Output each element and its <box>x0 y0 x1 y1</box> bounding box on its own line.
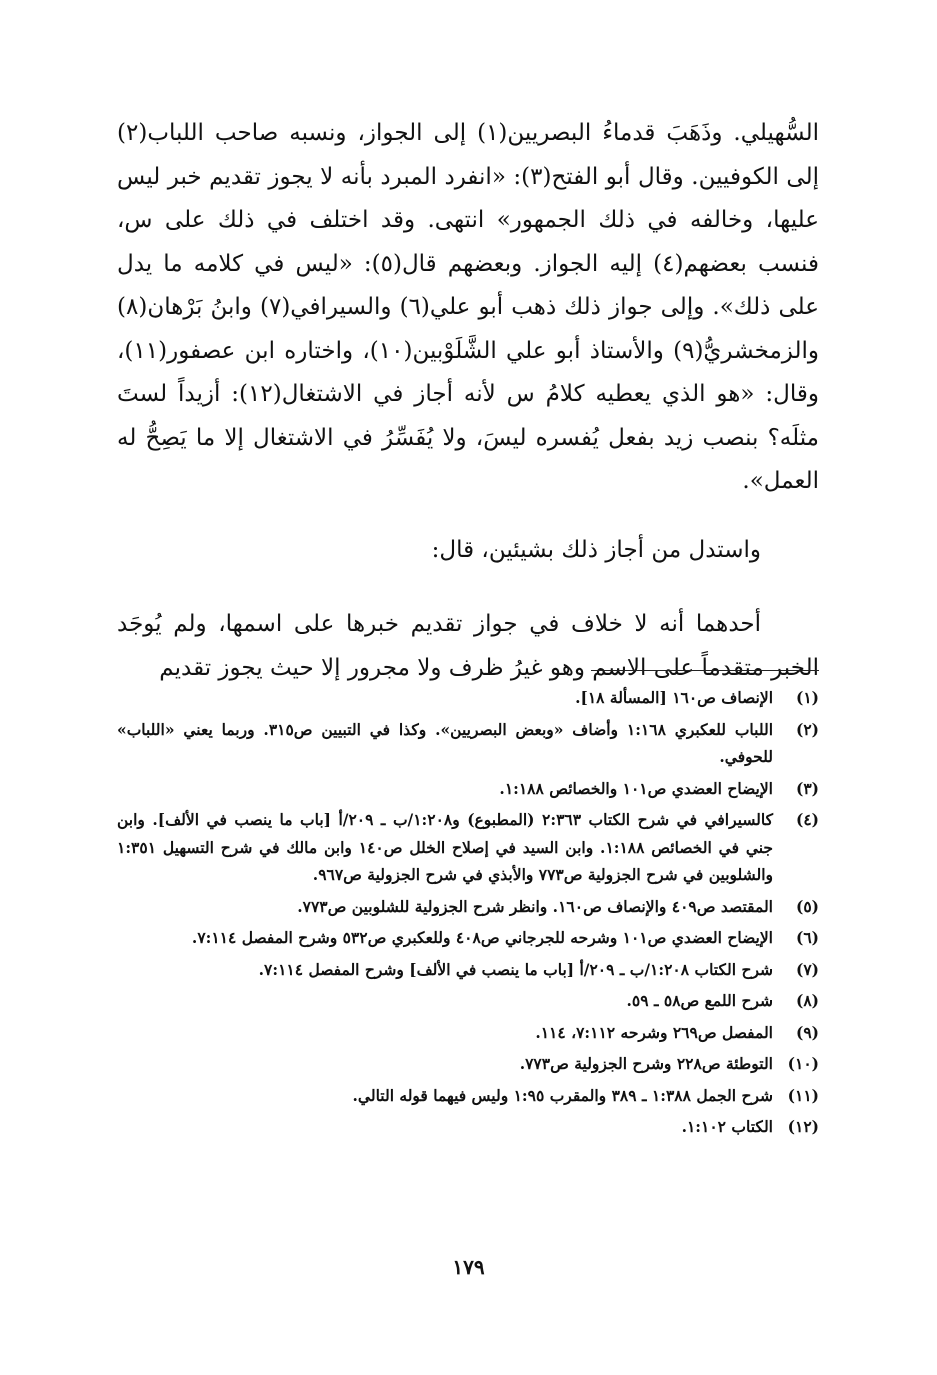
footnote <box>117 716 819 771</box>
main-text <box>117 112 819 690</box>
footnote <box>117 956 819 984</box>
footnote-text: المفصل ص٢٦٩ وشرحه ٧:١١٢، ١١٤. <box>535 1022 773 1042</box>
footnote-number: (٦) <box>795 928 819 947</box>
footnote <box>117 806 819 889</box>
footnote-number: (١٠) <box>787 1054 819 1073</box>
footnote-text: التوطئة ص٢٢٨ وشرح الجزولية ص٧٧٣. <box>519 1054 773 1073</box>
page-number: ١٧٩ <box>452 1255 485 1279</box>
footnote-text: المقتصد ص٤٠٩ والإنصاف ص١٦٠. وانظر شرح الجزولية للشلوبين ص٧٧٣. <box>297 896 773 916</box>
footnote <box>117 1113 819 1141</box>
footnote-text: شرح الجمل ١:٣٨٨ ـ ٣٨٩ والمقرب ١:٩٥ وليس فيهما قوله التالي. <box>352 1085 773 1105</box>
footnote-number: (١٢) <box>787 1117 819 1136</box>
paragraph: السُّهيلي. وذَهَبَ قدماءُ البصريين(١) إلى الجواز، ونسبه صاحب اللباب(٢) إلى الكوفيين. وقال أبو الفتح(٣): «انفرد المبرد بأنه لا يجوز تقديم خبر ليس عليها، وخالفه في ذلك الجمهور» انتهى. وقد اختلف في ذلك على س، فنسب بعضهم(٤) إليه الجواز. وبعضهم قال(٥): «ليس في كلامه ما يدل على ذلك». وإلى جواز ذلك ذهب أبو علي(٦) والسيرافي(٧) وابنُ بَرْهان(٨) والزمخشريُّ(٩) والأستاذ أبو علي الشَّلَوْبين(١٠)، واختاره ابن عصفور(١١)، وقال: «هو الذي يعطيه كلامُ س لأنه أجاز في الاشتغال(١٢): أزيداً لستَ مثلَه؟ بنصب زيد بفعل يُفسره ليسَ، ولا يُفَسِّرُ في الاشتغال إلا ما يَصِحُّ له العمل». <box>117 120 819 494</box>
footnote-number: (١١) <box>787 1085 819 1105</box>
footnote-text: الإنصاف ص١٦٠ [المسألة ١٨]. <box>575 688 773 707</box>
footnote-number: (٥) <box>795 896 819 916</box>
footnote-number: (٣) <box>795 778 819 798</box>
footnote <box>117 893 819 921</box>
footnote <box>117 924 819 952</box>
footnote-text: الإيضاح العضدي ص١٠١ وشرحه للجرجاني ص٤٠٨ وللعكبري ص٥٣٢ وشرح المفصل ٧:١١٤. <box>191 928 773 947</box>
footnote <box>117 1082 819 1110</box>
footnote-number: (٨) <box>795 991 819 1010</box>
footnote-text: كالسيرافي في شرح الكتاب ٢:٣٦٣ (المطبوع) و١:٢٠٨/ب ـ ٢٠٩/أ [باب ما ينصب في الألف]. وابن جني في الخصائص ١:١٨٨. وابن السيد في إصلاح الخلل ص١٤٠ وابن مالك في شرح التسهيل ١:٣٥١ والشلوبين في شرح الجزولية ص٧٧٣ والأبذي في شرح الجزولية ص٩٦٧. <box>117 810 773 884</box>
footnotes <box>117 684 819 1145</box>
paragraph: واستدل من أجاز ذلك بشيئين، قال: <box>431 536 761 563</box>
footnote-text: الكتاب ١:١٠٢. <box>681 1117 773 1136</box>
footnote-number: (٤) <box>795 810 819 829</box>
footnote-text: شرح الكتاب ١:٢٠٨/ب ـ ٢٠٩/أ [باب ما ينصب في الألف] وشرح المفصل ٧:١١٤. <box>258 959 773 979</box>
footnote-separator <box>591 670 819 671</box>
footnote-text: الإيضاح العضدي ص١٠١ والخصائص ١:١٨٨. <box>499 778 773 798</box>
footnote-number: (٧) <box>795 959 819 979</box>
footnote <box>117 775 819 803</box>
footnote-number: (١) <box>795 688 819 707</box>
footnote <box>117 1050 819 1078</box>
paragraph: أحدهما أنه لا خلاف في جواز تقديم خبرها على اسمها، ولم يُوجَد الخبر متقدماً على الاسم وهو غيرُ ظرف ولا مجرور إلا حيث يجوز تقديم <box>117 611 819 681</box>
footnote <box>117 684 819 712</box>
footnote <box>117 987 819 1015</box>
footnote-number: (٢) <box>795 719 819 739</box>
footnote-number: (٩) <box>795 1022 819 1042</box>
footnote-text: اللباب للعكبري ١:١٦٨ وأضاف «وبعض البصريين». وكذا في التبيين ص٣١٥. وربما يعني «اللباب» للحوفي. <box>117 719 773 766</box>
footnote <box>117 1019 819 1047</box>
footnote-text: شرح اللمع ص٥٨ ـ ٥٩. <box>626 991 773 1010</box>
